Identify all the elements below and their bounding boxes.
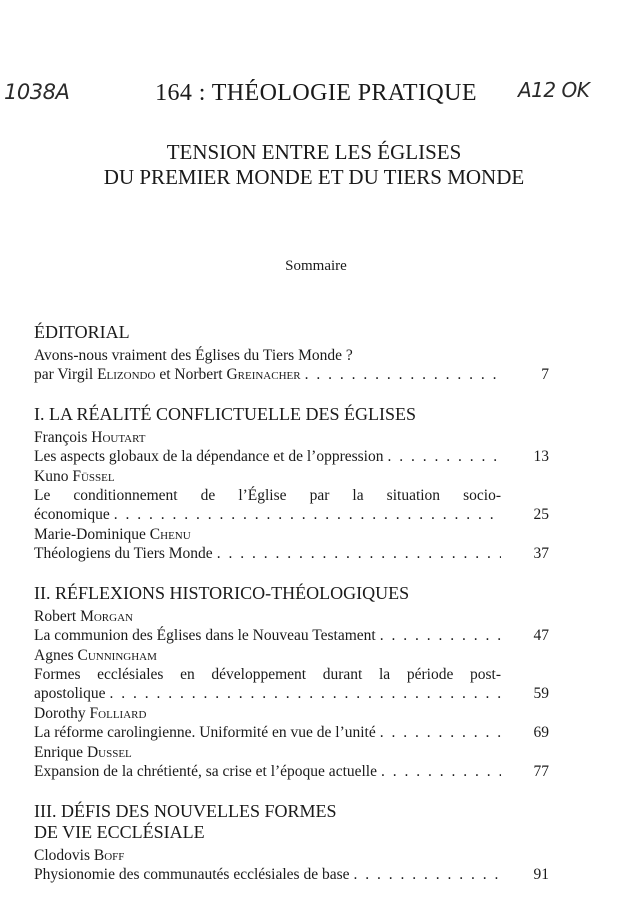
section-heading-1: I. LA RÉALITÉ CONFLICTUELLE DES ÉGLISES [34, 404, 416, 424]
entry-page-number: 7 [541, 366, 549, 383]
entry-page-number: 69 [533, 724, 549, 741]
entry-author: Marie-Dominique Chenu [34, 526, 191, 543]
handwritten-note-right: A12 OK [518, 78, 590, 102]
section-heading-3-line2: DE VIE ECCLÉSIALE [34, 822, 205, 842]
toc-section-2 [34, 583, 549, 781]
section-heading-3 [34, 801, 549, 843]
entry-author: Enrique Dussel [34, 744, 132, 761]
leader-dots [381, 762, 501, 781]
toc-entry[interactable] [34, 428, 549, 466]
entry-author: Agnes Cunningham [34, 647, 157, 664]
entry-page-number: 47 [533, 627, 549, 644]
entry-author: Clodovis Boff [34, 847, 125, 864]
entry-page-number: 37 [533, 545, 549, 562]
entry-title: Les aspects globaux de la dépendance et de l’oppression [34, 448, 384, 465]
toc-entry[interactable] [34, 704, 549, 742]
entry-page-number: 25 [533, 506, 549, 523]
entry-author: Kuno Füssel [34, 468, 115, 485]
section-heading-2: II. RÉFLEXIONS HISTORICO-THÉOLOGIQUES [34, 583, 410, 603]
toc-entry[interactable] [34, 525, 549, 563]
leader-dots [305, 365, 501, 384]
entry-title: La communion des Églises dans le Nouveau Testament [34, 627, 376, 644]
entry-title: Théologiens du Tiers Monde [34, 545, 213, 562]
leader-dots [354, 865, 501, 884]
entry-title-line2: apostolique [34, 685, 106, 702]
leader-dots [217, 544, 501, 563]
entry-page-number: 13 [533, 448, 549, 465]
series-title: 164 : THÉOLOGIE PRATIQUE [155, 80, 477, 106]
entry-byline: par Virgil Elizondo et Norbert Greinacher [34, 366, 301, 383]
document-title-line2: DU PREMIER MONDE ET DU TIERS MONDE [103, 165, 525, 189]
sommaire-heading: Sommaire [285, 258, 347, 274]
entry-author: Robert Morgan [34, 608, 133, 625]
toc-entry[interactable] [34, 846, 549, 884]
toc-entry[interactable] [34, 346, 549, 384]
section-heading-editorial: ÉDITORIAL [34, 322, 130, 342]
toc-entry[interactable] [34, 607, 549, 645]
leader-dots [109, 684, 501, 703]
entry-title-line2: économique [34, 506, 110, 523]
entry-title-line1: Le conditionnement de l’Église par la situation socio- [34, 487, 501, 504]
toc-section-editorial [34, 322, 549, 384]
table-of-contents [34, 322, 549, 892]
entry-author: François Houtart [34, 429, 146, 446]
document-title [0, 140, 618, 190]
leader-dots [380, 723, 501, 742]
section-heading-3-line1: III. DÉFIS DES NOUVELLES FORMES [34, 801, 337, 821]
entry-title: Avons-nous vraiment des Églises du Tiers Monde ? [34, 347, 353, 364]
entry-title: La réforme carolingienne. Uniformité en vue de l’unité [34, 724, 376, 741]
toc-entry[interactable] [34, 467, 549, 524]
entry-title-line1: Formes ecclésiales en développement durant la période post- [34, 666, 501, 683]
leader-dots [387, 447, 501, 466]
toc-section-1 [34, 404, 549, 563]
entry-page-number: 77 [533, 763, 549, 780]
entry-page-number: 91 [533, 866, 549, 883]
entry-page-number: 59 [533, 685, 549, 702]
document-title-line1: TENSION ENTRE LES ÉGLISES [166, 140, 462, 164]
leader-dots [114, 505, 501, 524]
entry-title: Physionomie des communautés ecclésiales de base [34, 866, 350, 883]
toc-entry[interactable] [34, 743, 549, 781]
handwritten-note-left: 1038A [4, 80, 70, 104]
toc-entry[interactable] [34, 646, 549, 703]
entry-title: Expansion de la chrétienté, sa crise et l’époque actuelle [34, 763, 377, 780]
leader-dots [380, 626, 501, 645]
entry-author: Dorothy Folliard [34, 705, 147, 722]
toc-section-3 [34, 801, 549, 884]
